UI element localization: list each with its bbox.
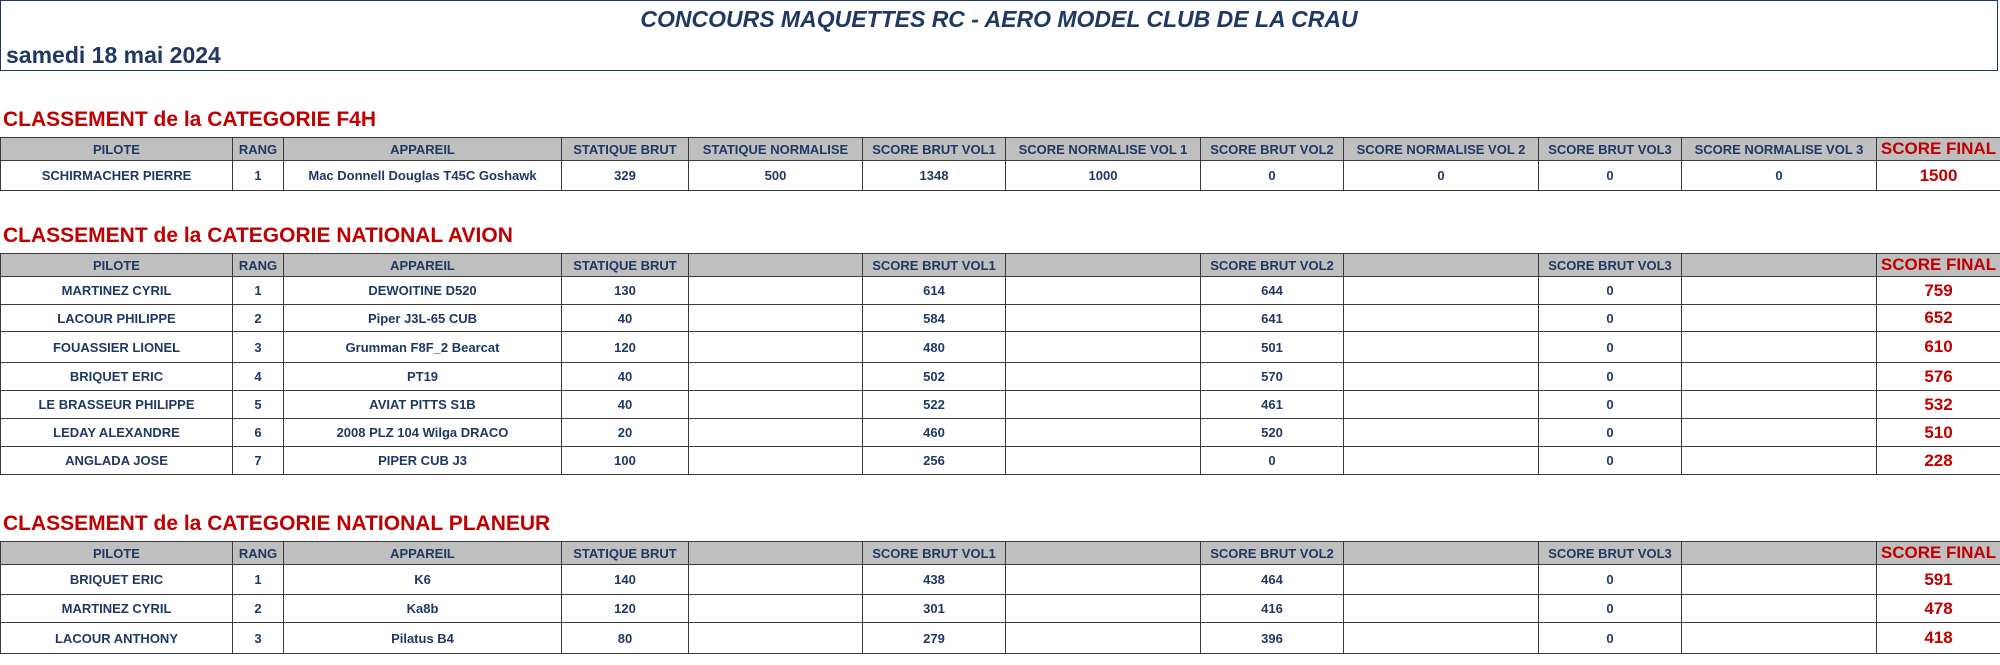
table-cell: 576 <box>1877 363 2000 391</box>
table-cell <box>1344 623 1539 654</box>
column-header: SCORE BRUT VOL2 <box>1201 542 1344 565</box>
table-cell <box>1006 595 1201 623</box>
table-cell <box>1682 623 1877 654</box>
table-cell <box>689 391 863 419</box>
table-row <box>1 447 2000 475</box>
table-cell: 40 <box>562 363 689 391</box>
table-cell <box>1344 332 1539 363</box>
column-header: APPAREIL <box>284 542 562 565</box>
table-cell: BRIQUET ERIC <box>1 363 233 391</box>
table-cell <box>689 363 863 391</box>
table-cell <box>689 447 863 475</box>
table-row <box>1 277 2000 305</box>
table-cell: 478 <box>1877 595 2000 623</box>
table-cell <box>1344 305 1539 332</box>
table-cell: 0 <box>1344 161 1539 191</box>
table-cell <box>1682 363 1877 391</box>
table-cell: 301 <box>863 595 1006 623</box>
table-cell: 0 <box>1201 161 1344 191</box>
table-cell: 0 <box>1539 623 1682 654</box>
table-cell: 0 <box>1539 332 1682 363</box>
column-header: APPAREIL <box>284 138 562 161</box>
table-cell <box>1344 363 1539 391</box>
column-header: SCORE BRUT VOL3 <box>1539 542 1682 565</box>
table-row <box>1 391 2000 419</box>
table-cell <box>1006 623 1201 654</box>
table-cell: 20 <box>562 419 689 447</box>
table-cell <box>689 623 863 654</box>
table-cell <box>689 565 863 595</box>
table-cell: 652 <box>1877 305 2000 332</box>
table-cell <box>1006 305 1201 332</box>
table-cell: 3 <box>233 332 284 363</box>
column-header: SCORE NORMALISE VOL 1 <box>1006 138 1201 161</box>
column-header: SCORE BRUT VOL3 <box>1539 138 1682 161</box>
column-header <box>1682 254 1877 277</box>
table-cell: 140 <box>562 565 689 595</box>
column-header <box>689 542 863 565</box>
table-cell: 0 <box>1201 447 1344 475</box>
table-cell: 0 <box>1539 305 1682 332</box>
table-cell: 0 <box>1682 161 1877 191</box>
table-cell: 610 <box>1877 332 2000 363</box>
table-cell: 120 <box>562 595 689 623</box>
table-cell: 570 <box>1201 363 1344 391</box>
column-header: STATIQUE BRUT <box>562 542 689 565</box>
column-header: SCORE BRUT VOL2 <box>1201 138 1344 161</box>
table-cell: 2 <box>233 595 284 623</box>
table-cell: Piper J3L-65 CUB <box>284 305 562 332</box>
table-cell: DEWOITINE D520 <box>284 277 562 305</box>
column-header <box>689 254 863 277</box>
table-cell: 0 <box>1539 363 1682 391</box>
table-cell: 614 <box>863 277 1006 305</box>
table-row <box>1 595 2000 623</box>
table-cell: 0 <box>1539 391 1682 419</box>
table-cell: 460 <box>863 419 1006 447</box>
column-header: SCORE BRUT VOL1 <box>863 138 1006 161</box>
table-cell <box>689 419 863 447</box>
table-cell: 510 <box>1877 419 2000 447</box>
table-cell: 0 <box>1539 565 1682 595</box>
column-header <box>1006 254 1201 277</box>
table-cell: 501 <box>1201 332 1344 363</box>
table-cell <box>1682 565 1877 595</box>
column-header: STATIQUE NORMALISE <box>689 138 863 161</box>
table-cell: 40 <box>562 391 689 419</box>
column-header: SCORE FINAL <box>1877 542 2000 565</box>
table-cell: 1000 <box>1006 161 1201 191</box>
column-header: SCORE BRUT VOL1 <box>863 254 1006 277</box>
event-date: samedi 18 mai 2024 <box>6 42 221 68</box>
table-cell: 418 <box>1877 623 2000 654</box>
column-header: SCORE BRUT VOL1 <box>863 542 1006 565</box>
table-cell <box>1006 332 1201 363</box>
table-cell: 438 <box>863 565 1006 595</box>
table-row <box>1 332 2000 363</box>
table-cell: 3 <box>233 623 284 654</box>
table-cell: PIPER CUB J3 <box>284 447 562 475</box>
column-header: SCORE FINAL <box>1877 138 2000 161</box>
column-header <box>1344 542 1539 565</box>
table-cell: LE BRASSEUR PHILIPPE <box>1 391 233 419</box>
table-cell <box>1682 305 1877 332</box>
table-cell <box>1682 419 1877 447</box>
table-cell: 80 <box>562 623 689 654</box>
table-cell: 0 <box>1539 419 1682 447</box>
table-cell: 584 <box>863 305 1006 332</box>
table-cell: 279 <box>863 623 1006 654</box>
table-header-row <box>1 542 2000 565</box>
section-title: CLASSEMENT de la CATEGORIE NATIONAL PLANEUR <box>3 512 551 535</box>
table-cell: 40 <box>562 305 689 332</box>
table-cell: PT19 <box>284 363 562 391</box>
table-cell: 1 <box>233 161 284 191</box>
table-cell <box>1006 447 1201 475</box>
column-header: RANG <box>233 138 284 161</box>
table-cell: 120 <box>562 332 689 363</box>
column-header: SCORE FINAL <box>1877 254 2000 277</box>
column-header: PILOTE <box>1 254 233 277</box>
table-cell: 4 <box>233 363 284 391</box>
table-cell: 130 <box>562 277 689 305</box>
column-header: RANG <box>233 542 284 565</box>
table-cell: 480 <box>863 332 1006 363</box>
page-title: CONCOURS MAQUETTES RC - AERO MODEL CLUB DE LA CRAU <box>640 6 1358 32</box>
table-cell <box>1006 277 1201 305</box>
table-cell <box>1682 277 1877 305</box>
table-cell: 644 <box>1201 277 1344 305</box>
section-title: CLASSEMENT de la CATEGORIE NATIONAL AVION <box>3 224 513 247</box>
table-row <box>1 419 2000 447</box>
table-cell: 461 <box>1201 391 1344 419</box>
table-header-row <box>1 138 2000 161</box>
table-row <box>1 305 2000 332</box>
table-cell: K6 <box>284 565 562 595</box>
table-cell: 641 <box>1201 305 1344 332</box>
table-cell <box>1344 447 1539 475</box>
table-row <box>1 161 2000 191</box>
table-cell: BRIQUET ERIC <box>1 565 233 595</box>
table-cell: 502 <box>863 363 1006 391</box>
table-cell: 416 <box>1201 595 1344 623</box>
table-cell <box>689 595 863 623</box>
column-header <box>1344 254 1539 277</box>
table-cell <box>1344 391 1539 419</box>
table-cell: 532 <box>1877 391 2000 419</box>
table-cell: 396 <box>1201 623 1344 654</box>
table-cell <box>1682 595 1877 623</box>
table-cell: 1348 <box>863 161 1006 191</box>
column-header: STATIQUE BRUT <box>562 254 689 277</box>
table-cell: MARTINEZ CYRIL <box>1 595 233 623</box>
table-cell: 256 <box>863 447 1006 475</box>
table-cell <box>1682 447 1877 475</box>
column-header: PILOTE <box>1 138 233 161</box>
table-cell: Pilatus B4 <box>284 623 562 654</box>
table-cell <box>1344 277 1539 305</box>
table-cell: LACOUR PHILIPPE <box>1 305 233 332</box>
table-cell: 1 <box>233 565 284 595</box>
table-header-row <box>1 254 2000 277</box>
table-cell: LACOUR ANTHONY <box>1 623 233 654</box>
table-cell: 329 <box>562 161 689 191</box>
table-cell: LEDAY ALEXANDRE <box>1 419 233 447</box>
table-cell: 0 <box>1539 447 1682 475</box>
table-cell: 5 <box>233 391 284 419</box>
table-cell <box>1006 363 1201 391</box>
table-cell: 1500 <box>1877 161 2000 191</box>
column-header: SCORE NORMALISE VOL 3 <box>1682 138 1877 161</box>
table-row <box>1 623 2000 654</box>
results-table <box>0 253 2000 475</box>
table-cell <box>689 277 863 305</box>
table-cell: 2 <box>233 305 284 332</box>
column-header: SCORE BRUT VOL3 <box>1539 254 1682 277</box>
table-cell <box>689 305 863 332</box>
table-cell: 100 <box>562 447 689 475</box>
column-header: SCORE BRUT VOL2 <box>1201 254 1344 277</box>
column-header: PILOTE <box>1 542 233 565</box>
table-cell: 6 <box>233 419 284 447</box>
table-cell: SCHIRMACHER PIERRE <box>1 161 233 191</box>
table-cell: Ka8b <box>284 595 562 623</box>
header-box <box>0 0 1998 71</box>
table-cell <box>1344 595 1539 623</box>
column-header: RANG <box>233 254 284 277</box>
table-cell: Mac Donnell Douglas T45C Goshawk <box>284 161 562 191</box>
table-cell <box>1344 565 1539 595</box>
table-row <box>1 363 2000 391</box>
table-cell: 591 <box>1877 565 2000 595</box>
table-cell: FOUASSIER LIONEL <box>1 332 233 363</box>
table-cell: 0 <box>1539 277 1682 305</box>
table-cell <box>1006 565 1201 595</box>
table-cell: 7 <box>233 447 284 475</box>
table-row <box>1 565 2000 595</box>
table-cell <box>1344 419 1539 447</box>
table-cell: 0 <box>1539 161 1682 191</box>
table-cell: AVIAT PITTS S1B <box>284 391 562 419</box>
table-cell <box>1006 419 1201 447</box>
section-title: CLASSEMENT de la CATEGORIE F4H <box>3 108 376 131</box>
results-table <box>0 137 2000 191</box>
table-cell: 500 <box>689 161 863 191</box>
table-cell: 522 <box>863 391 1006 419</box>
table-cell: MARTINEZ CYRIL <box>1 277 233 305</box>
table-cell: Grumman F8F_2 Bearcat <box>284 332 562 363</box>
table-cell: ANGLADA JOSE <box>1 447 233 475</box>
table-cell: 759 <box>1877 277 2000 305</box>
table-cell <box>1006 391 1201 419</box>
table-cell: 0 <box>1539 595 1682 623</box>
table-cell: 228 <box>1877 447 2000 475</box>
table-cell: 2008 PLZ 104 Wilga DRACO <box>284 419 562 447</box>
table-cell <box>689 332 863 363</box>
table-cell <box>1682 391 1877 419</box>
table-cell: 464 <box>1201 565 1344 595</box>
column-header <box>1682 542 1877 565</box>
column-header <box>1006 542 1201 565</box>
column-header: STATIQUE BRUT <box>562 138 689 161</box>
column-header: APPAREIL <box>284 254 562 277</box>
table-cell: 520 <box>1201 419 1344 447</box>
results-table <box>0 541 2000 654</box>
column-header: SCORE NORMALISE VOL 2 <box>1344 138 1539 161</box>
table-cell <box>1682 332 1877 363</box>
table-cell: 1 <box>233 277 284 305</box>
